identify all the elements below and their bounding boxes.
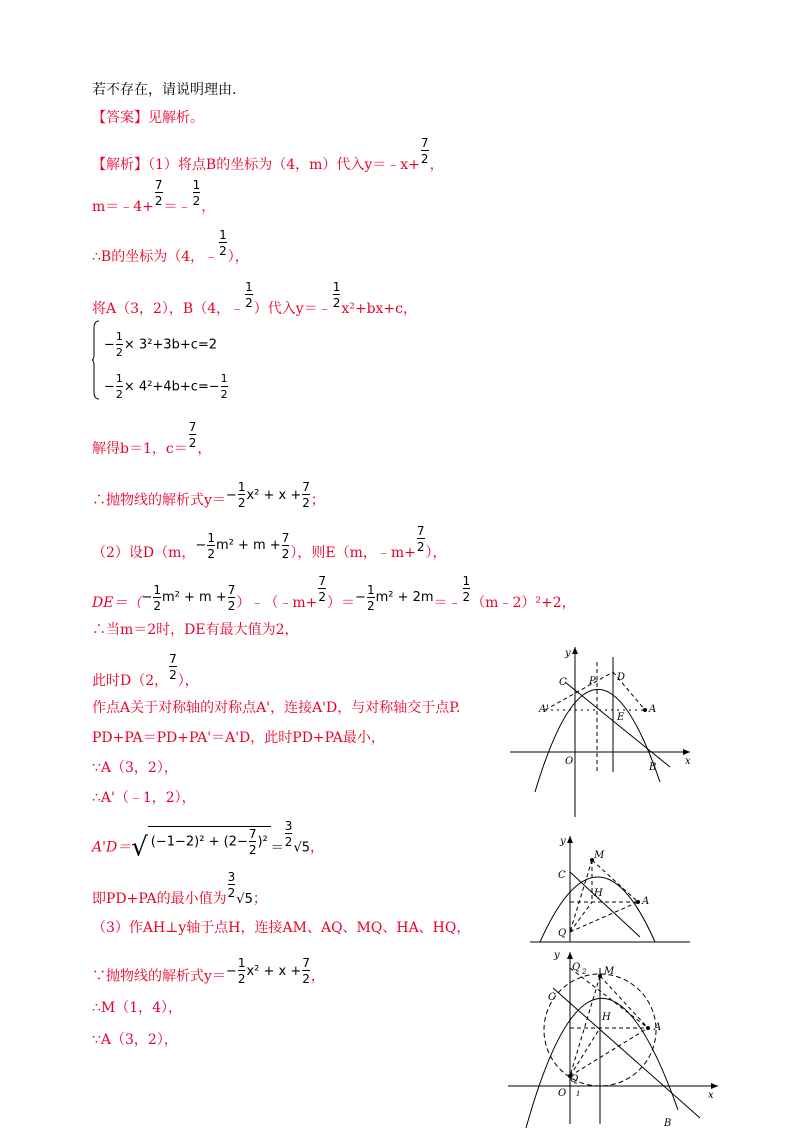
analysis-line-19: ∴M（1，4）， [92,1000,183,1016]
svg-text:A: A [649,704,657,715]
svg-text:B: B [649,762,657,773]
figure-2-graph [530,832,690,944]
svg-text:H: H [602,1012,611,1023]
svg-text:P: P [589,676,596,687]
analysis-line-13: ∵A（3，2）， [92,760,178,776]
svg-text:y: y [554,950,560,961]
system-equation-2: − $\frac{1}{2}$ × 4²+4b+c=− $\frac{1}{2}$ [104,372,228,401]
analysis-line-1: 【解析】（1）将点B的坐标为（4，m）代入y＝﹣x+ $\frac{7}{2}$ ， [92,136,444,173]
svg-text:A: A [642,896,650,907]
svg-text:A: A [654,1022,662,1033]
svg-text:Q: Q [572,962,581,973]
svg-text:x: x [685,756,691,767]
text-line-1: 若不存在，请说明理由. [92,82,237,98]
svg-text:2: 2 [582,968,587,976]
svg-text:E: E [617,712,625,723]
svg-text:Q: Q [558,928,567,939]
analysis-line-3: ∴B的坐标为（4，﹣ $\frac{1}{2}$ ）， [92,228,249,265]
system-equation-1: − $\frac{1}{2}$ × 3²+3b+c=2 [104,330,218,359]
svg-text:y: y [560,836,566,847]
svg-text:C: C [548,992,556,1003]
analysis-line-2: m＝﹣4+ $\frac{7}{2}$ ＝﹣ $\frac{1}{2}$ ， [92,178,216,215]
svg-text:C: C [559,677,567,688]
svg-text:O: O [558,1088,567,1099]
svg-text:M: M [604,966,615,977]
analysis-line-20: ∵A（3，2）， [92,1032,178,1048]
analysis-line-16: 即PD+PA的最小值为 $\frac{3}{2}$ √5； [92,870,267,907]
svg-text:A': A' [539,704,549,715]
svg-text:x: x [708,1090,714,1101]
analysis-line-9: ∴当m＝2时，DE有最大值为2， [92,622,299,638]
analysis-line-15: A'D＝√ (−1−2)² + (2− $\frac{7}{2}$ )² ＝ $\frac{3}{2}$ √5， [92,818,325,863]
brace-icon [92,320,100,400]
analysis-line-7: （2）设D（m，− $\frac{1}{2}$ m² + m + $\frac{7}{2}$ ），则E（m，﹣m+ $\frac{7}{2}$ ）， [92,524,447,561]
svg-text:B: B [664,1118,672,1129]
svg-text:1: 1 [576,1090,581,1098]
svg-text:y: y [565,648,571,659]
analysis-line-10: 此时D（2， $\frac{7}{2}$ ）， [92,652,199,689]
figure-1-graph [505,642,695,818]
analysis-line-6: ∴抛物线的解析式y＝− $\frac{1}{2}$ x² + x + $\frac{7}{2}$ ； [92,480,325,510]
fraction: $\frac{7}{2}$ [420,136,429,166]
analysis-line-8: DE＝（− $\frac{1}{2}$ m² + m + $\frac{7}{2}$ ）﹣（﹣m+ $\frac{7}{2}$ ）＝− $\frac{1}{2}$ m² + 2m＝﹣ $\frac{1}{2}$ （m﹣2）²+2， [92,574,576,613]
answer-line: 【答案】见解析。 [92,110,204,126]
analysis-line-12: PD+PA＝PD+PA'＝A'D，此时PD+PA最小， [92,730,385,746]
svg-text:Q: Q [570,1074,579,1085]
analysis-line-4: 将A（3，2），B（4，﹣ $\frac{1}{2}$ ）代入y＝﹣ $\frac{1}{2}$ x²+bx+c， [92,280,417,317]
svg-text:D: D [617,672,626,683]
analysis-line-11: 作点A关于对称轴的对称点A'，连接A'D，与对称轴交于点P. [92,700,461,716]
svg-text:M: M [594,850,605,861]
svg-text:C: C [558,870,566,881]
analysis-line-14: ∴A'（﹣1，2）， [92,790,196,806]
svg-text:H: H [594,888,603,899]
analysis-line-18: ∵抛物线的解析式y＝− $\frac{1}{2}$ x² + x + $\frac{7}{2}$ ， [92,956,325,986]
analysis-line-17: （3）作AH⊥y轴于点H，连接AM、AQ、MQ、HA、HQ， [92,920,471,936]
figure-3-graph [508,948,720,1132]
analysis-line-5: 解得b＝1，c＝ $\frac{7}{2}$ ， [92,420,212,457]
svg-text:O: O [565,756,574,767]
